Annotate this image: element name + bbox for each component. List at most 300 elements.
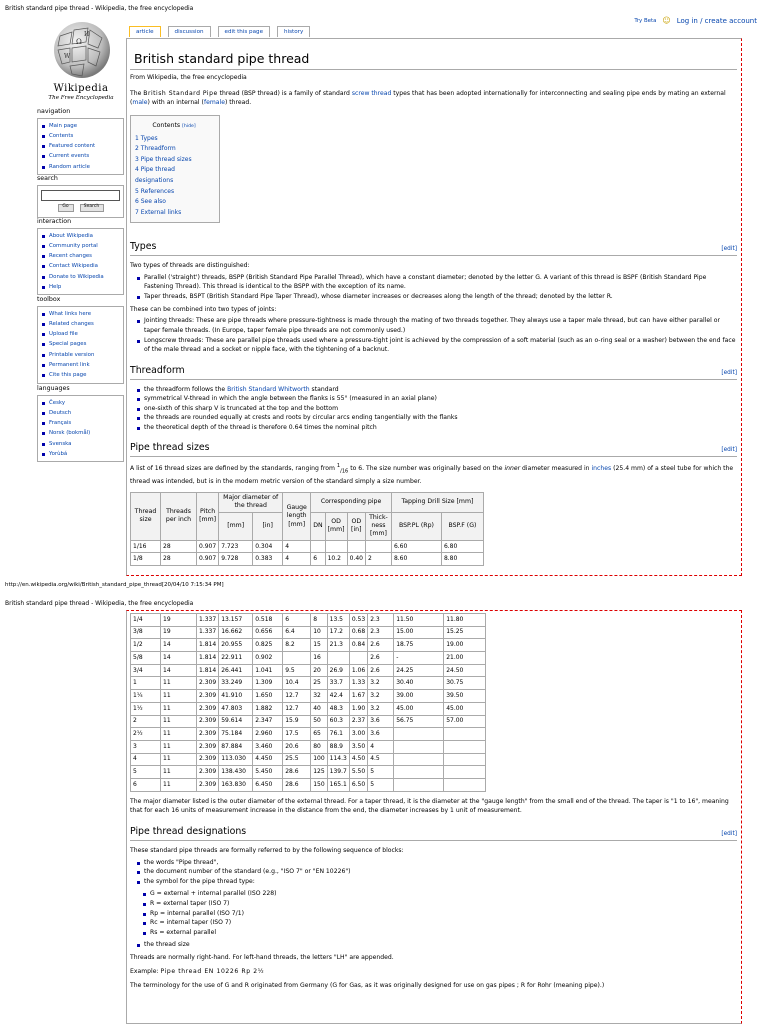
table-cell: 3 <box>131 740 161 753</box>
table-cell: 3.2 <box>368 702 394 715</box>
table-row <box>131 766 486 779</box>
table-cell: 11 <box>161 753 197 766</box>
table-cell: 0.902 <box>253 652 283 665</box>
table-row <box>131 664 486 677</box>
table-cell <box>394 778 444 791</box>
tool-what-links-here[interactable]: What links here <box>41 309 120 319</box>
sidebar-interaction <box>37 218 124 295</box>
sidebar-toolbox <box>37 296 124 384</box>
table-cell: 3/4 <box>131 664 161 677</box>
table-cell: 2.309 <box>197 778 219 791</box>
designations-sublist <box>142 889 737 937</box>
table-cell: 0.383 <box>253 553 283 566</box>
table-cell: 4 <box>283 553 311 566</box>
threadform-text: the threadform follows the <box>144 385 228 393</box>
list-item: the theoretical depth of the thread is therefore 0.64 times the nominal pitch <box>136 423 737 433</box>
toc-item[interactable]: 4 Pipe thread designations <box>135 166 175 184</box>
table-cell: 5.450 <box>253 766 283 779</box>
edit-link[interactable]: [edit] <box>721 246 737 253</box>
tab-edit[interactable]: edit this page <box>218 26 270 37</box>
table-cell <box>444 766 486 779</box>
table-cell: 12.7 <box>283 702 311 715</box>
sidebar-languages <box>37 385 124 462</box>
intro-bsp: British Standard Pipe <box>143 89 218 97</box>
login-link[interactable]: Log in / create account <box>676 16 757 25</box>
table-cell: 2.6 <box>368 639 394 652</box>
table-cell: 28.6 <box>283 766 311 779</box>
svg-text:Ω: Ω <box>76 38 82 46</box>
lang-deutsch[interactable]: Deutsch <box>41 408 120 418</box>
table-cell: 25.5 <box>283 753 311 766</box>
tool-upload-file[interactable]: Upload file <box>41 329 120 339</box>
whitworth-link[interactable]: British Standard Whitworth <box>227 385 310 393</box>
table-cell: 57.00 <box>444 715 486 728</box>
table-cell: 1.90 <box>349 702 367 715</box>
section-heading-types <box>130 241 737 256</box>
toc-item[interactable]: 5 References <box>135 187 175 195</box>
table-cell: 163.830 <box>219 778 253 791</box>
lang-yoruba[interactable]: Yorùbá <box>41 449 120 459</box>
table-cell: 150 <box>311 778 327 791</box>
table-cell: 19.00 <box>444 639 486 652</box>
nav-donate[interactable]: Donate to Wikipedia <box>41 272 120 282</box>
article-content-page1 <box>126 38 742 576</box>
table-cell: 8 <box>311 614 327 627</box>
table-cell: 139.7 <box>327 766 349 779</box>
sizes-text: to 6. The size number was originally based on the <box>348 465 505 473</box>
table-cell: 3.6 <box>368 728 394 741</box>
table-cell: 45.00 <box>444 702 486 715</box>
table-cell: 100 <box>311 753 327 766</box>
nav-current-events[interactable]: Current events <box>41 151 120 161</box>
nav-random-article[interactable]: Random article <box>41 162 120 172</box>
col-header: Pitch [mm] <box>197 493 219 541</box>
table-row <box>131 652 486 665</box>
table-cell <box>365 540 391 553</box>
table-cell: 14 <box>161 664 197 677</box>
article-content-page2 <box>126 610 742 1024</box>
section-heading-threadform <box>130 365 737 380</box>
table-cell <box>444 728 486 741</box>
table-cell: 19 <box>161 626 197 639</box>
print-header: British standard pipe thread - Wikipedia, the free encyclopedia <box>5 5 194 12</box>
table-cell: 47.803 <box>219 702 253 715</box>
sidebar-navigation <box>37 108 124 175</box>
table-cell: 3.50 <box>349 740 367 753</box>
list-item: the thread size <box>136 940 737 950</box>
list-item: the words "Pipe thread", <box>136 858 737 868</box>
table-cell: 16.662 <box>219 626 253 639</box>
table-cell: 11.50 <box>394 614 444 627</box>
table-cell: 8.60 <box>391 553 441 566</box>
table-cell: 21.00 <box>444 652 486 665</box>
table-cell: 15.9 <box>283 715 311 728</box>
sidebar-heading-languages: languages <box>37 385 70 392</box>
table-cell: 2½ <box>131 728 161 741</box>
personal-tools <box>634 16 757 27</box>
search-button[interactable]: Search <box>80 204 104 212</box>
table-cell: 1/2 <box>131 639 161 652</box>
tool-special-pages[interactable]: Special pages <box>41 339 120 349</box>
page-tabs <box>129 26 310 37</box>
table-cell: 7.723 <box>219 540 253 553</box>
intro-text-4: ) with an internal ( <box>147 99 204 107</box>
list-item: Taper threads, BSPT (British Standard Pipe Taper Thread), whose diameter increases or decreases along the length of the thread; denoted by the letter R. <box>136 292 737 302</box>
table-cell: 21.3 <box>327 639 349 652</box>
sub-list-item: G = external + internal parallel (ISO 228) <box>142 889 737 899</box>
table-cell: 11 <box>161 740 197 753</box>
table-cell: 17.2 <box>327 626 349 639</box>
table-cell: 45.00 <box>394 702 444 715</box>
table-cell: 6.60 <box>391 540 441 553</box>
tool-cite-this-page[interactable]: Cite this page <box>41 370 120 380</box>
col-header: Major diameter of the thread <box>219 493 283 513</box>
table-cell: 28 <box>161 540 197 553</box>
table-row <box>131 715 486 728</box>
table-cell: 41.910 <box>219 690 253 703</box>
table-cell: 0.40 <box>347 553 365 566</box>
table-cell: 1.33 <box>349 677 367 690</box>
table-cell: 14 <box>161 639 197 652</box>
table-row <box>131 553 484 566</box>
go-button[interactable]: Go <box>58 204 74 212</box>
table-cell: 2.347 <box>253 715 283 728</box>
col-header: BSP.PL (Rp) <box>391 512 441 540</box>
table-row <box>131 690 486 703</box>
nav-contact[interactable]: Contact Wikipedia <box>41 261 120 271</box>
table-cell: 2.309 <box>197 766 219 779</box>
table-cell: 11 <box>161 715 197 728</box>
tab-history[interactable]: history <box>277 26 310 37</box>
table-cell: 28 <box>161 553 197 566</box>
table-cell: 11.80 <box>444 614 486 627</box>
types-combo: These can be combined into two types of joints: <box>130 305 277 313</box>
col-header: DN <box>311 512 325 540</box>
table-cell: 4.50 <box>349 753 367 766</box>
table-cell <box>394 740 444 753</box>
table-cell: 5.50 <box>349 766 367 779</box>
table-row <box>131 753 486 766</box>
table-cell: 2 <box>131 715 161 728</box>
inches-link[interactable]: inches <box>591 465 612 473</box>
edit-link[interactable]: [edit] <box>721 369 737 376</box>
table-cell: 3.00 <box>349 728 367 741</box>
table-cell: 6 <box>131 778 161 791</box>
types-list <box>136 273 737 302</box>
col-header: [in] <box>253 512 283 540</box>
list-item <box>136 385 737 395</box>
nav-help[interactable]: Help <box>41 282 120 292</box>
table-cell <box>327 652 349 665</box>
table-cell: 6 <box>311 553 325 566</box>
tool-permanent-link[interactable]: Permanent link <box>41 360 120 370</box>
toc-item[interactable]: 7 External links <box>135 208 182 216</box>
table-cell: 2.6 <box>368 664 394 677</box>
table-cell: 5/8 <box>131 652 161 665</box>
table-cell: 1.67 <box>349 690 367 703</box>
list-item: the document number of the standard (e.g., "ISO 7" or "EN 10226") <box>136 867 737 877</box>
table-cell: 24.25 <box>394 664 444 677</box>
table-cell: 11 <box>161 677 197 690</box>
toc-hide-link[interactable]: [hide] <box>182 124 196 130</box>
table-cell: 165.1 <box>327 778 349 791</box>
threadform-list <box>136 385 737 433</box>
table-cell: 10.4 <box>283 677 311 690</box>
table-cell: 2.3 <box>368 614 394 627</box>
lang-svenska[interactable]: Svenska <box>41 439 120 449</box>
example-label: Example: <box>130 967 161 975</box>
col-header: [mm] <box>219 512 253 540</box>
list-item: Longscrew threads: These are parallel pipe threads used where a pressure-tight joint is achieved by the compression of a soft material (such as an o-ring seal or a washer) between the end face of the male thread and a socket or nipple face, with the tightening of a backnut. <box>136 336 737 355</box>
table-cell: 114.3 <box>327 753 349 766</box>
table-cell: - <box>394 652 444 665</box>
table-row <box>131 639 486 652</box>
table-cell: 8.80 <box>441 553 483 566</box>
table-cell: 0.907 <box>197 553 219 566</box>
table-cell: 5 <box>368 778 394 791</box>
table-cell: 9.5 <box>283 664 311 677</box>
sizes-text: A list of 16 thread sizes are defined by the standards, ranging from <box>130 465 337 473</box>
lang-francais[interactable]: Français <box>41 418 120 428</box>
screw-thread-link[interactable]: screw thread <box>351 89 392 97</box>
toc-item[interactable]: 3 Pipe thread sizes <box>135 155 192 163</box>
nav-contents[interactable]: Contents <box>41 131 120 141</box>
table-cell: 5 <box>131 766 161 779</box>
svg-text:W: W <box>64 53 71 60</box>
lang-cesky[interactable]: Česky <box>41 398 120 408</box>
table-cell: 2.37 <box>349 715 367 728</box>
table-cell <box>311 540 325 553</box>
col-header: OD [in] <box>347 512 365 540</box>
table-cell: 6.450 <box>253 778 283 791</box>
table-cell: 10 <box>311 626 327 639</box>
table-row <box>131 540 484 553</box>
table-cell: 1 <box>131 677 161 690</box>
sidebar-search <box>37 175 124 218</box>
table-cell: 75.184 <box>219 728 253 741</box>
nav-about[interactable]: About Wikipedia <box>41 231 120 241</box>
designations-intro: These standard pipe threads are formally referred to by the following sequence of blocks: <box>130 846 404 854</box>
table-cell: 26.441 <box>219 664 253 677</box>
sidebar-heading-navigation: navigation <box>37 108 71 115</box>
tool-printable-version[interactable]: Printable version <box>41 350 120 360</box>
sub-list-item: Rp = internal parallel (ISO 7/1) <box>142 909 737 919</box>
table-cell: 22.911 <box>219 652 253 665</box>
table-cell: 15.00 <box>394 626 444 639</box>
table-cell: 4 <box>283 540 311 553</box>
tool-related-changes[interactable]: Related changes <box>41 319 120 329</box>
col-header: Corresponding pipe <box>311 493 392 513</box>
threadform-heading-text: Threadform <box>130 364 185 376</box>
intro-text-1: The <box>130 89 144 97</box>
table-cell: 15.25 <box>444 626 486 639</box>
table-cell: 40 <box>311 702 327 715</box>
table-cell: 24.50 <box>444 664 486 677</box>
sizes-heading-text: Pipe thread sizes <box>130 442 210 454</box>
list-item: the symbol for the pipe thread type: <box>136 877 737 887</box>
table-cell: 5 <box>368 766 394 779</box>
table-cell: 12.7 <box>283 690 311 703</box>
logo-wordmark: Wikipedia <box>53 83 109 94</box>
table-cell: 18.75 <box>394 639 444 652</box>
table-cell: 32 <box>311 690 327 703</box>
tab-article[interactable]: article <box>129 26 161 37</box>
table-cell: 28.6 <box>283 778 311 791</box>
table-cell: 33.249 <box>219 677 253 690</box>
table-row <box>131 740 486 753</box>
table-cell: 13.157 <box>219 614 253 627</box>
table-cell: 1.882 <box>253 702 283 715</box>
sizes-table-page1 <box>130 492 484 566</box>
table-row <box>131 614 486 627</box>
col-header: Threads per inch <box>161 493 197 541</box>
search-input[interactable] <box>41 190 120 201</box>
svg-text:И: И <box>84 31 90 38</box>
table-cell: 65 <box>311 728 327 741</box>
nav-main-page[interactable]: Main page <box>41 121 120 131</box>
table-cell: 20.6 <box>283 740 311 753</box>
male-link[interactable]: male <box>132 99 148 107</box>
table-cell <box>325 540 347 553</box>
section-heading-sizes <box>130 442 737 457</box>
table-cell: 9.728 <box>219 553 253 566</box>
print-footer-url: http://en.wikipedia.org/wiki/British_standard_pipe_thread[20/04/10 7:15:34 PM] <box>5 582 224 588</box>
intro-text-3: types that has been adopted internationally for interconnecting and sealing pipe ends by mating an external ( <box>130 89 726 107</box>
sub-list-item: Rc = internal taper (ISO 7) <box>142 918 737 928</box>
sizes-paragraph <box>130 462 737 487</box>
sizes-inner: inner <box>504 465 521 473</box>
table-row <box>131 778 486 791</box>
sidebar-heading-search: search <box>37 175 58 182</box>
intro-text-5: ) thread. <box>224 99 252 107</box>
nav-community-portal[interactable]: Community portal <box>41 241 120 251</box>
table-cell: 39.00 <box>394 690 444 703</box>
edit-link[interactable]: [edit] <box>721 831 737 838</box>
table-cell: 0.304 <box>253 540 283 553</box>
table-cell: 0.84 <box>349 639 367 652</box>
types-intro: Two types of threads are distinguished: <box>130 262 250 270</box>
table-cell: 25 <box>311 677 327 690</box>
fraction-denominator: /16 <box>340 468 349 475</box>
col-header: BSP.F (G) <box>441 512 483 540</box>
table-cell: 30.40 <box>394 677 444 690</box>
table-cell: 13.5 <box>327 614 349 627</box>
table-cell: 0.656 <box>253 626 283 639</box>
table-cell: 3.2 <box>368 677 394 690</box>
table-cell: 15 <box>311 639 327 652</box>
toc-item[interactable]: 1 Types <box>135 134 158 142</box>
table-cell <box>444 753 486 766</box>
toc-title <box>135 120 213 130</box>
table-cell: 14 <box>161 652 197 665</box>
try-beta-link[interactable]: Try Beta <box>634 17 657 24</box>
table-cell: 2.309 <box>197 740 219 753</box>
table-cell: 48.3 <box>327 702 349 715</box>
table-cell: 1/8 <box>131 553 161 566</box>
female-link[interactable]: female <box>203 99 225 107</box>
table-cell: 1.337 <box>197 614 219 627</box>
edit-link[interactable]: [edit] <box>721 447 737 454</box>
table-cell: 1.650 <box>253 690 283 703</box>
list-item: one-sixth of this sharp V is truncated at the top and the bottom <box>136 404 737 414</box>
table-cell: 2.309 <box>197 753 219 766</box>
sizes-text: diameter measured in <box>520 465 592 473</box>
table-cell: 19 <box>161 614 197 627</box>
table-cell: 1.309 <box>253 677 283 690</box>
col-header: Thread size <box>131 493 161 541</box>
list-item: Parallel ('straight') threads, BSPP (British Standard Pipe Parallel Thread), which have a constant diameter; denoted by the letter G. A variant of this thread is BSPF (British Standard Pipe Fastening Thread). This thread is identical to the BSPP with the exception of its name. <box>136 273 737 292</box>
table-cell: 125 <box>311 766 327 779</box>
table-cell: 0.907 <box>197 540 219 553</box>
sub-list-item: Rs = external parallel <box>142 928 737 938</box>
print-header-page2: British standard pipe thread - Wikipedia, the free encyclopedia <box>5 600 194 607</box>
wikipedia-logo[interactable] <box>40 14 122 110</box>
table-cell: 11 <box>161 766 197 779</box>
table-cell <box>394 753 444 766</box>
table-row <box>131 677 486 690</box>
table-cell: 10.2 <box>325 553 347 566</box>
table-cell <box>444 778 486 791</box>
table-cell: 88.9 <box>327 740 349 753</box>
page-title: British standard pipe thread <box>130 39 737 70</box>
table-cell: 4.450 <box>253 753 283 766</box>
table-cell: 3.6 <box>368 715 394 728</box>
toc-item[interactable]: 2 Threadform <box>135 145 176 153</box>
sub-list-item: R = external taper (ISO 7) <box>142 899 737 909</box>
nav-featured-content[interactable]: Featured content <box>41 141 120 151</box>
intro-text-2: thread (BSP thread) is a family of standard <box>217 89 352 97</box>
table-cell: 1½ <box>131 702 161 715</box>
table-cell: 0.518 <box>253 614 283 627</box>
table-cell: 42.4 <box>327 690 349 703</box>
list-item: symmetrical V-thread in which the angle between the flanks is 55° (measured in an axial plane) <box>136 394 737 404</box>
table-cell: 50 <box>311 715 327 728</box>
tab-discussion[interactable]: discussion <box>168 26 211 37</box>
section-heading-designations <box>130 826 737 841</box>
list-item: the threads are rounded equally at crests and roots by circular arcs ending tangentially with the flanks <box>136 413 737 423</box>
col-header: OD [mm] <box>325 512 347 540</box>
table-cell: 17.5 <box>283 728 311 741</box>
designations-heading-text: Pipe thread designations <box>130 826 247 838</box>
table-cell <box>283 652 311 665</box>
table-cell: 11 <box>161 778 197 791</box>
sizes-note: The major diameter listed is the outer diameter of the external thread. For a taper thread, it is the diameter at the "gauge length" from the small end of the thread. The taper is "1 to 16", meaning that for each 16 units of measurement increase in the distance from the end, the diameter increases by 1 unit of measurement. <box>130 797 729 815</box>
table-cell: 4.5 <box>368 753 394 766</box>
table-cell <box>444 740 486 753</box>
joints-list <box>136 316 737 354</box>
table-cell: 2.309 <box>197 715 219 728</box>
table-cell: 11 <box>161 728 197 741</box>
table-cell: 1.06 <box>349 664 367 677</box>
sizes-table-page2 <box>130 613 486 792</box>
col-header: Tapping Drill Size [mm] <box>391 493 483 513</box>
nav-recent-changes[interactable]: Recent changes <box>41 251 120 261</box>
table-of-contents <box>130 115 220 223</box>
table-cell: 1.814 <box>197 664 219 677</box>
lang-norsk[interactable]: Norsk (bokmål) <box>41 428 120 438</box>
col-header: Thick-ness [mm] <box>365 512 391 540</box>
toc-item[interactable]: 6 See also <box>135 198 166 206</box>
table-cell: 11 <box>161 690 197 703</box>
table-cell: 1.814 <box>197 652 219 665</box>
table-cell <box>394 766 444 779</box>
table-cell: 0.53 <box>349 614 367 627</box>
table-cell: 6.80 <box>441 540 483 553</box>
table-cell: 60.3 <box>327 715 349 728</box>
designations-lh: Threads are normally right-hand. For left-hand threads, the letters "LH" are appended. <box>130 954 394 962</box>
toc-title-text: Contents <box>152 122 181 130</box>
user-icon: ☺ <box>662 16 671 25</box>
